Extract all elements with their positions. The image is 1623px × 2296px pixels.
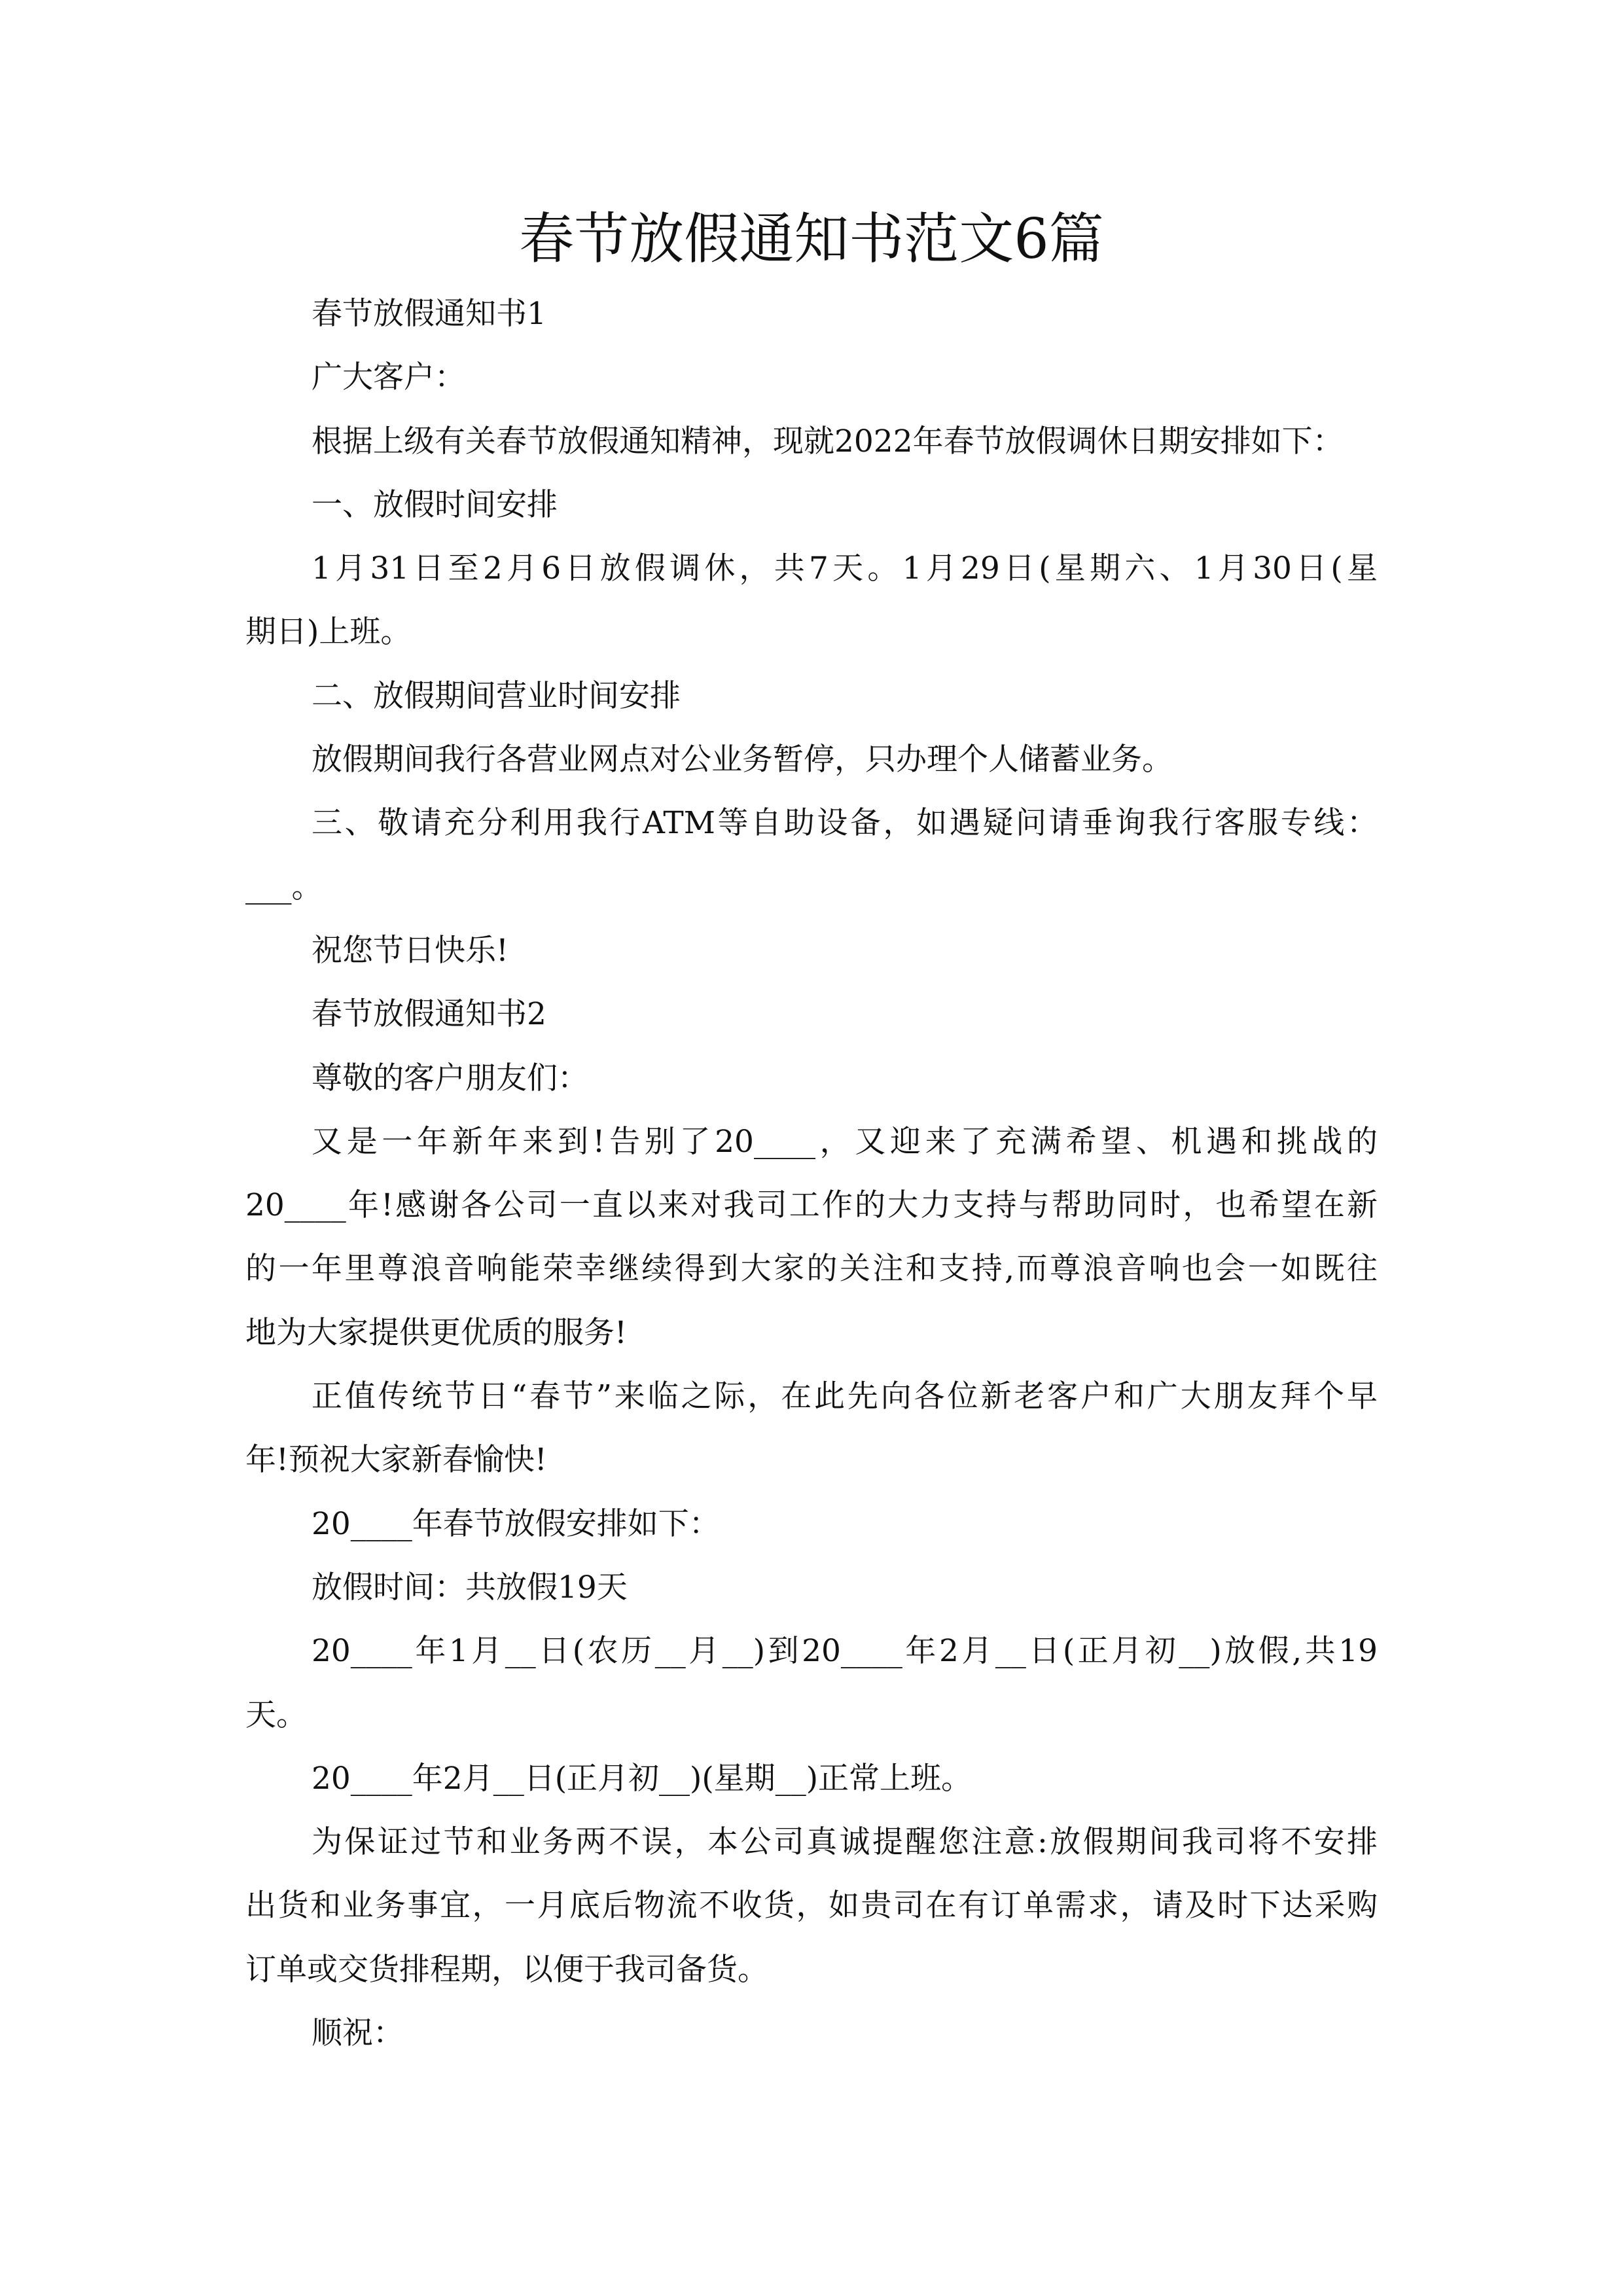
- text-line: 20____年春节放假安排如下：: [312, 1505, 720, 1542]
- text-line: 顺祝：: [312, 2015, 404, 2052]
- paragraph: [245, 537, 1378, 664]
- paragraph: [245, 1747, 1378, 1810]
- text-line: 的一年里尊浪音响能荣幸继续得到大家的关注和支持,而尊浪音响也会一如既往: [245, 1251, 1378, 1287]
- text-line: 订单或交货排程期，以便于我司备货。: [245, 1951, 768, 1988]
- paragraph: [245, 1365, 1378, 1492]
- paragraph: [245, 664, 1378, 728]
- paragraph: [245, 1810, 1378, 2001]
- paragraph: [245, 2001, 1378, 2065]
- paragraph: [245, 473, 1378, 537]
- paragraph: [245, 1492, 1378, 1556]
- paragraph: [245, 282, 1378, 346]
- paragraph: [245, 1110, 1378, 1365]
- paragraph: [245, 346, 1378, 409]
- paragraph: [245, 791, 1378, 919]
- text-line: 三、敬请充分利用我行ATM等自助设备，如遇疑问请垂询我行客服专线：: [312, 805, 1378, 842]
- text-line: 放假时间：共放假19天: [312, 1569, 628, 1605]
- text-line: 20____年!感谢各公司一直以来对我司工作的大力支持与帮助同时，也希望在新: [245, 1187, 1378, 1224]
- text-line: 广大客户：: [312, 359, 465, 396]
- paragraph: [245, 982, 1378, 1046]
- text-line: 地为大家提供更优质的服务!: [245, 1314, 627, 1351]
- text-line: ___。: [245, 869, 323, 905]
- text-line: 春节放假通知书1: [312, 296, 546, 332]
- paragraph: [245, 1556, 1378, 1619]
- text-line: 春节放假通知书2: [312, 996, 546, 1033]
- document-body: [245, 282, 1378, 2065]
- text-line: 年!预祝大家新春愉快!: [245, 1442, 547, 1479]
- text-line: 出货和业务事宜，一月底后物流不收货，如贵司在有订单需求，请及时下达采购: [245, 1888, 1378, 1924]
- paragraph: [245, 1619, 1378, 1747]
- text-line: 二、放假期间营业时间安排: [312, 677, 681, 714]
- text-line: 为保证过节和业务两不误，本公司真诚提醒您注意:放假期间我司将不安排: [312, 1824, 1378, 1861]
- paragraph: [245, 410, 1378, 473]
- text-line: 一、放假时间安排: [312, 486, 558, 523]
- text-line: 天。: [245, 1696, 307, 1733]
- paragraph: [245, 1047, 1378, 1110]
- document-title: 春节放假通知书范文6篇: [519, 207, 1104, 271]
- text-line: 1月31日至2月6日放假调休，共7天。1月29日(星期六、1月30日(星: [312, 550, 1378, 587]
- paragraph: [245, 919, 1378, 982]
- text-line: 祝您节日快乐!: [312, 932, 508, 969]
- text-line: 正值传统节日“春节”来临之际，在此先向各位新老客户和广大朋友拜个早: [312, 1378, 1378, 1415]
- text-line: 20____年2月__日(正月初__)(星期__)正常上班。: [312, 1760, 972, 1797]
- text-line: 期日)上班。: [245, 614, 412, 651]
- text-line: 尊敬的客户朋友们：: [312, 1060, 588, 1096]
- text-line: 20____年1月__日(农历__月__)到20____年2月__日(正月初__)放假,共19: [312, 1633, 1378, 1670]
- text-line: 又是一年新年来到!告别了20____，又迎来了充满希望、机遇和挑战的: [312, 1123, 1378, 1160]
- text-line: 根据上级有关春节放假通知精神，现就2022年春节放假调休日期安排如下：: [312, 423, 1344, 459]
- paragraph: [245, 728, 1378, 791]
- text-line: 放假期间我行各营业网点对公业务暂停，只办理个人储蓄业务。: [312, 742, 1173, 778]
